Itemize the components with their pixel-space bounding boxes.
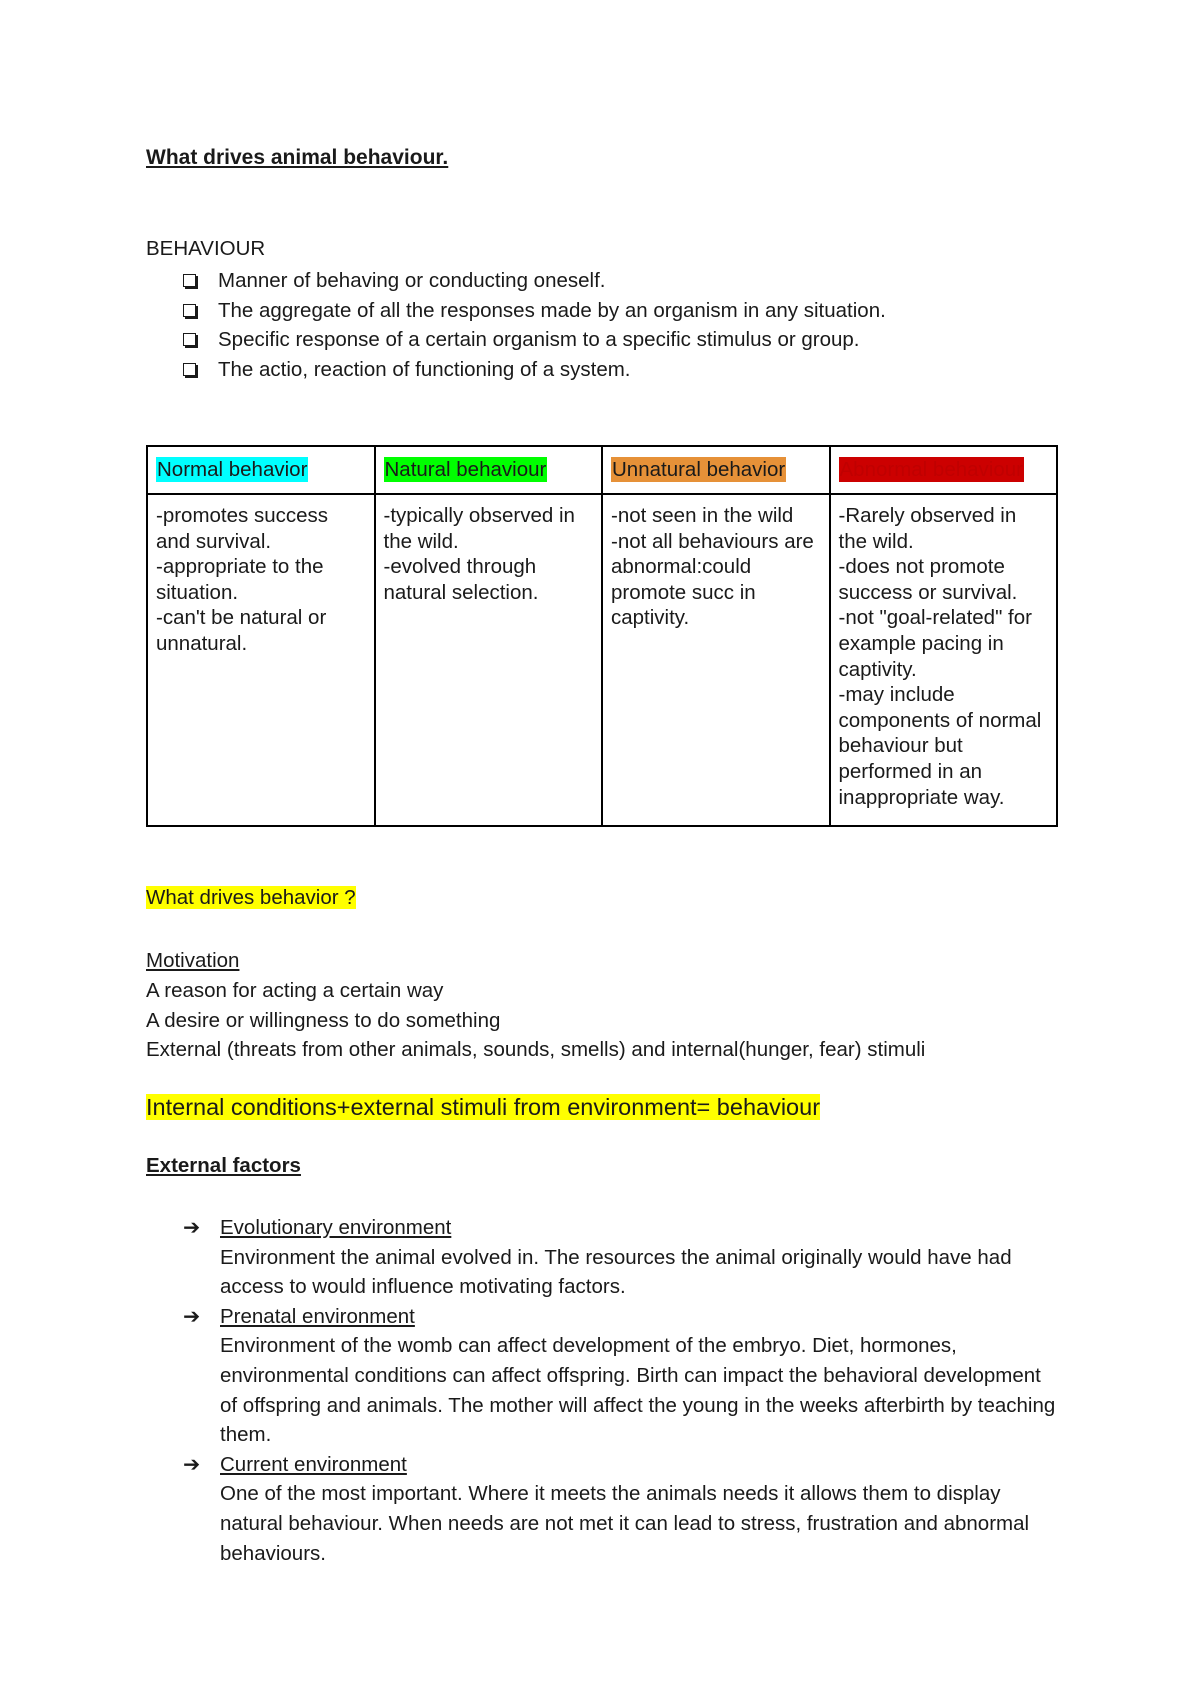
factor-title: Prenatal environment — [220, 1304, 415, 1328]
table-row — [147, 494, 1057, 826]
motivation-section — [146, 946, 925, 1065]
table-header-cell — [147, 446, 375, 494]
table-header-row — [147, 446, 1057, 494]
list-item — [183, 1302, 1063, 1450]
behaviour-types-table — [146, 445, 1058, 827]
factor-title: Current environment — [220, 1452, 407, 1476]
motivation-line: External (threats from other animals, sounds, smells) and internal(hunger, fear) stimuli — [146, 1038, 926, 1062]
factor-text: Environment of the womb can affect development of the embryo. Diet, hormones, environmental conditions can affect offspring. Birth can impact the behavioral development of offspring and animals. The mother will affect the young in the weeks afterbirth by teaching them. — [220, 1334, 1056, 1447]
list-item — [183, 325, 886, 355]
header-normal-behavior: Normal behavior — [157, 458, 308, 481]
header-natural-behaviour: Natural behaviour — [384, 458, 547, 481]
list-item — [183, 296, 886, 326]
page-title: What drives animal behaviour. — [146, 146, 449, 169]
definition-text: Manner of behaving or conducting oneself. — [218, 269, 606, 292]
external-factors-heading: External factors — [146, 1154, 301, 1177]
table-header-cell — [830, 446, 1058, 494]
behaviour-heading: BEHAVIOUR — [146, 237, 266, 260]
external-factors-list — [183, 1213, 1063, 1568]
list-item — [183, 355, 886, 385]
checkbox-bullet-icon — [183, 363, 196, 376]
table-cell-unnatural: -not seen in the wild -not all behaviours are abnormal:could promote succ in captivity. — [602, 494, 830, 826]
factor-title: Evolutionary environment — [220, 1216, 452, 1239]
list-item — [183, 1450, 1063, 1568]
factor-text: One of the most important. Where it meets the animals needs it allows them to display natural behaviour. When needs are not met it can lead to stress, frustration and abnormal behaviours. — [220, 1482, 1030, 1565]
table-cell-normal: -promotes success and survival. -appropriate to the situation. -can't be natural or unnatural. — [147, 494, 375, 826]
definition-list — [183, 266, 886, 385]
definition-text: The aggregate of all the responses made by an organism in any situation. — [218, 298, 886, 322]
table-cell-natural: -typically observed in the wild. -evolved through natural selection. — [375, 494, 603, 826]
header-unnatural-behavior: Unnatural behavior — [612, 458, 786, 481]
motivation-line: A reason for acting a certain way — [146, 978, 444, 1002]
list-item — [183, 1213, 1063, 1302]
drives-question — [146, 886, 356, 910]
definition-text: The actio, reaction of functioning of a system. — [218, 358, 631, 382]
list-item — [183, 266, 886, 296]
right-arrow-icon: ➔ — [183, 1452, 201, 1476]
motivation-title: Motivation — [146, 949, 240, 972]
behaviour-equation-text: Internal conditions+external stimuli from environment= behaviour — [146, 1094, 821, 1120]
right-arrow-icon: ➔ — [183, 1304, 201, 1328]
motivation-line: A desire or willingness to do something — [146, 1008, 501, 1032]
table-cell-abnormal: -Rarely observed in the wild. -does not promote success or survival. -not "goal-related" for example pacing in captivity. -may include components of normal behaviour but performed in an inappropriate way. — [830, 494, 1058, 826]
checkbox-bullet-icon — [183, 274, 196, 287]
table-header-cell — [602, 446, 830, 494]
drives-question-text: What drives behavior ? — [146, 886, 356, 909]
behaviour-equation — [146, 1094, 820, 1121]
checkbox-bullet-icon — [183, 333, 196, 346]
table-header-cell — [375, 446, 603, 494]
right-arrow-icon: ➔ — [183, 1216, 201, 1239]
factor-text: Environment the animal evolved in. The resources the animal originally would have had access to would influence motivating factors. — [220, 1245, 1012, 1299]
header-abnormal-behaviour: Abnormal behaviour — [839, 458, 1023, 481]
checkbox-bullet-icon — [183, 304, 196, 317]
definition-text: Specific response of a certain organism to a specific stimulus or group. — [218, 328, 860, 352]
